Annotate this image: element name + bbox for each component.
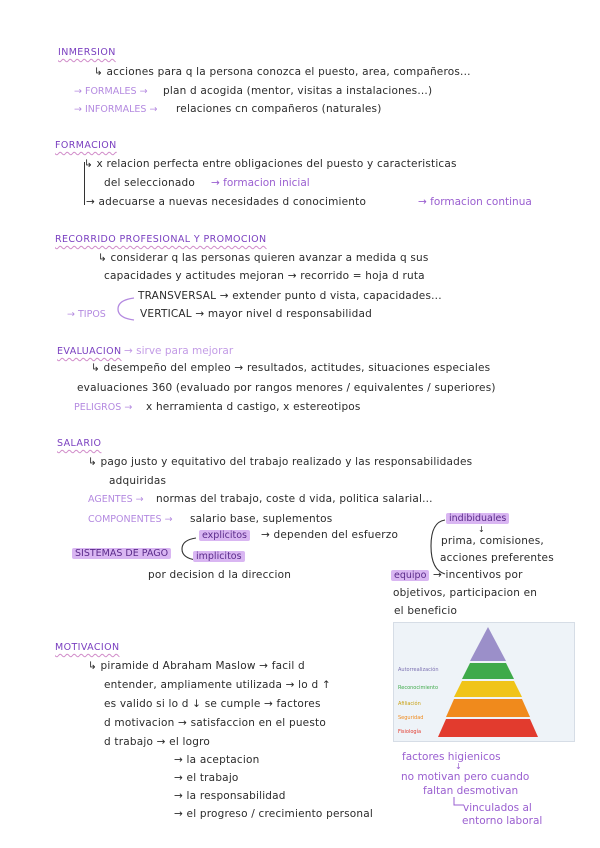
prima-line2: acciones preferentes xyxy=(440,552,554,564)
transversal-text: TRANSVERSAL → extender punto d vista, capacidades... xyxy=(138,290,442,302)
evaluacion-line2: evaluaciones 360 (evaluado por rangos menores / equivalentes / superiores) xyxy=(77,382,496,394)
tipos-brace-icon xyxy=(114,296,136,322)
agentes-label: AGENTES → xyxy=(88,494,144,505)
pyramid-label-autorrealizacion: Autorrealización xyxy=(398,667,439,673)
prima-line1: prima, comisiones, xyxy=(441,535,544,547)
pyramid-level-fisiologia xyxy=(438,719,538,737)
inmersion-line1: ↳ acciones para q la persona conozca el puesto, area, compañeros... xyxy=(94,66,471,78)
section-title-recorrido: RECORRIDO PROFESIONAL Y PROMOCION xyxy=(55,234,267,245)
tipos-label: → TIPOS xyxy=(67,309,106,320)
sistemas-de-pago-highlight: SISTEMAS DE PAGO xyxy=(72,548,171,559)
indibiduales-arrow: ↓ xyxy=(478,525,485,534)
formacion-line3: → adecuarse a nuevas necesidades d conocimiento xyxy=(86,196,367,208)
motivacion-item2: → el trabajo xyxy=(174,772,239,784)
motivacion-line1: ↳ piramide d Abraham Maslow → facil d xyxy=(88,660,305,672)
vertical-text: VERTICAL → mayor nivel d responsabilidad xyxy=(140,308,373,320)
salario-line1: ↳ pago justo y equitativo del trabajo realizado y las responsabilidades xyxy=(88,456,473,468)
pyramid-label-fisiologia: Fisiología xyxy=(398,729,422,735)
section-title-motivacion: MOTIVACION xyxy=(55,642,120,653)
pyramid-level-seguridad xyxy=(446,699,530,717)
factores-line5: entorno laboral xyxy=(462,815,543,827)
motivacion-line2: entender, ampliamente utilizada → lo d ↑ xyxy=(104,679,331,691)
maslow-pyramid-image xyxy=(393,622,575,742)
motivacion-item3: → la responsabilidad xyxy=(174,790,286,802)
formacion-inicial: → formacion inicial xyxy=(211,177,310,189)
componentes-label: COMPONENTES → xyxy=(88,514,173,525)
motivacion-item1: → la aceptacion xyxy=(174,754,260,766)
componentes-text: salario base, suplementos xyxy=(190,513,333,525)
equipo-text2: objetivos, participacion en xyxy=(393,587,538,599)
equipo-highlight: equipo xyxy=(391,570,429,581)
equipo-text1: → incentivos por xyxy=(433,569,523,581)
evaluacion-subtitle: → sirve para mejorar xyxy=(124,345,234,357)
evaluacion-line1: ↳ desempeño del empleo → resultados, actitudes, situaciones especiales xyxy=(91,362,491,374)
formacion-line2: del seleccionado xyxy=(104,177,195,189)
pyramid-level-afiliacion xyxy=(454,681,522,697)
implicitos-highlight: implicitos xyxy=(193,551,245,562)
section-title-salario: SALARIO xyxy=(57,438,102,449)
pyramid-label-afiliacion: Afiliación xyxy=(398,701,421,707)
factores-higienicos: factores higienicos xyxy=(402,751,501,763)
pyramid-level-autorrealizacion xyxy=(470,627,506,661)
factores-line2: no motivan pero cuando xyxy=(401,771,530,783)
factores-line3: faltan desmotivan xyxy=(423,785,519,797)
explicitos-text: → dependen del esfuerzo xyxy=(261,529,399,541)
peligros-label: PELIGROS → xyxy=(74,402,133,413)
section-title-inmersion: INMERSION xyxy=(58,47,116,58)
equipo-text3: el beneficio xyxy=(394,605,458,617)
maslow-pyramid xyxy=(394,623,574,741)
section-title-formacion: FORMACION xyxy=(55,140,117,151)
motivacion-line4: d motivacion → satisfaccion en el puesto xyxy=(104,717,326,729)
factores-line4: vinculados al xyxy=(463,802,532,814)
formales-text: plan d acogida (mentor, visitas a instalaciones...) xyxy=(163,85,433,97)
recorrido-line1: ↳ considerar q las personas quieren avanzar a medida q sus xyxy=(98,252,429,264)
motivacion-item4: → el progreso / crecimiento personal xyxy=(174,808,374,820)
salario-line2: adquiridas xyxy=(109,475,167,487)
pyramid-level-reconocimiento xyxy=(462,663,514,679)
indibiduales-highlight: indibiduales xyxy=(446,513,509,524)
explicitos-highlight: explicitos xyxy=(199,530,250,541)
decision-text: por decision d la direccion xyxy=(148,569,292,581)
motivacion-line5: d trabajo → el logro xyxy=(104,736,211,748)
formales-label: → FORMALES → xyxy=(74,86,148,97)
pyramid-label-seguridad: Seguridad xyxy=(398,715,424,721)
formacion-line1: ↳ x relacion perfecta entre obligaciones del puesto y caracteristicas xyxy=(84,158,457,170)
peligros-text: x herramienta d castigo, x estereotipos xyxy=(146,401,361,413)
formacion-continua: → formacion continua xyxy=(418,196,532,208)
factores-arrow: ↓ xyxy=(455,762,462,771)
informales-text: relaciones cn compañeros (naturales) xyxy=(176,103,382,115)
motivacion-line3: es valido si lo d ↓ se cumple → factores xyxy=(104,698,321,710)
recorrido-line2: capacidades y actitudes mejoran → recorrido = hoja d ruta xyxy=(104,270,425,282)
pyramid-label-reconocimiento: Reconocimiento xyxy=(398,685,439,691)
informales-label: → INFORMALES → xyxy=(74,104,158,115)
agentes-text: normas del trabajo, coste d vida, politica salarial... xyxy=(156,493,433,505)
section-title-evaluacion: EVALUACION xyxy=(57,346,122,357)
